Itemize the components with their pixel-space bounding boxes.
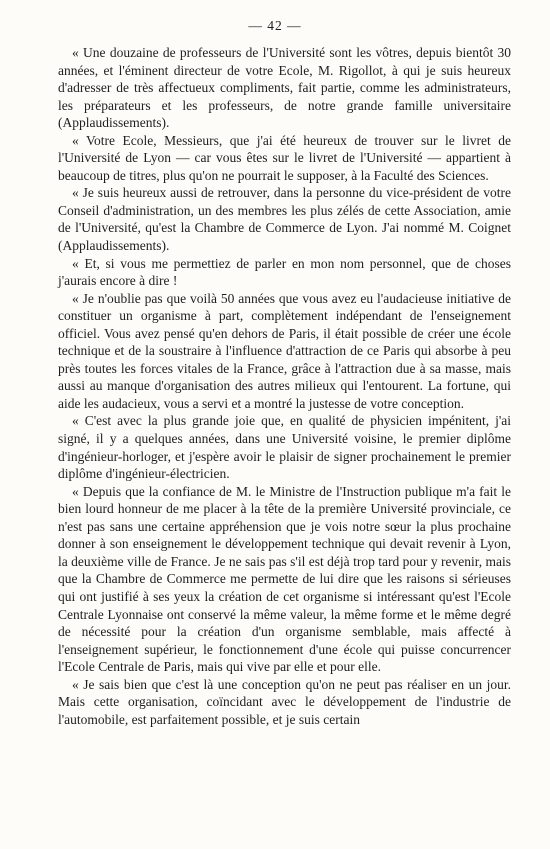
paragraph: « Votre Ecole, Messieurs, que j'ai été heureux de trouver sur le livret de l'Université de Lyon — car vous êtes sur le livret de l'Université — appartient à beaucoup de titres, plus qu'on ne pourrait le supposer, à la Faculté des Sciences. — [58, 132, 511, 183]
paragraph: « Je sais bien que c'est là une conception qu'on ne peut pas réaliser en un jour. Mais cette organisation, coïncidant avec le développement de l'industrie de l'automobile, est parfaitement possible, et je suis certain — [58, 676, 511, 727]
paragraph: « Je n'oublie pas que voilà 50 années que vous avez eu l'audacieuse initiative de constituer un organisme à part, complètement indépendant de l'enseignement officiel. Vous avez pensé qu'en dehors de Paris, il était possible de créer une école technique et de la soustraire à l'influence d'attraction de ce Paris qui absorbe à peu près toutes les forces vitales de la France, grâce à l'attraction due à sa masse, mais aussi au manque d'organisation des autres milieux qui l'entourent. La fortune, qui aide les audacieux, vous a servi et a montré la justesse de votre conception. — [58, 290, 511, 411]
paragraph: « C'est avec la plus grande joie que, en qualité de physicien impénitent, j'ai signé, il y a quelques années, dans une Université voisine, le premier diplôme d'ingénieur-horloger, et j'espère avoir le plaisir de signer prochainement le premier diplôme d'ingénieur-électricien. — [58, 413, 511, 482]
paragraph: « Une douzaine de professeurs de l'Université sont les vôtres, depuis bientôt 30 années, et l'éminent directeur de votre Ecole, M. Rigollot, à qui je suis heureux d'adresser de très affectueux compliments, fait partie, comme les administrateurs, les préparateurs et les professeurs, de notre grande famille universitaire (Applaudissements). — [58, 45, 511, 131]
paragraph: « Et, si vous me permettiez de parler en mon nom personnel, que de choses j'aurais encore à dire ! — [58, 255, 511, 289]
paragraph: « Je suis heureux aussi de retrouver, dans la personne du vice-président de votre Conseil d'administration, un des membres les plus zélés de cette Association, amie de l'Université, qu'est la Chambre de Commerce de Lyon. J'ai nommé M. Coignet (Applaudissements). — [58, 185, 511, 254]
body-text — [58, 44, 511, 728]
paragraph: « Depuis que la confiance de M. le Ministre de l'Instruction publique m'a fait le bien lourd honneur de me placer à la tête de la première Université provinciale, ce n'est pas sans une certaine appréhension que je vois notre sœur la plus prochaine donner à son enseignement le développement technique qui devait revenir à Lyon, la deuxième ville de France. Je ne sais pas s'il est déjà trop tard pour y revenir, mais que la Chambre de Commerce me permette de lui dire que les raisons si sérieuses qui ont justifié à ses yeux la création de cet organisme si intéressant qu'est l'Ecole Centrale Lyonnaise ont conservé la même valeur, la même forme et le même degré de nécessité pour la création d'un organisme semblable, mais affecté à l'enseignement supérieur, le fonctionnement d'une école qui puisse concurrencer l'Ecole Centrale de Paris, mais qui vive par elle et pour elle. — [58, 483, 511, 675]
page-number: — 42 — — [248, 18, 302, 33]
